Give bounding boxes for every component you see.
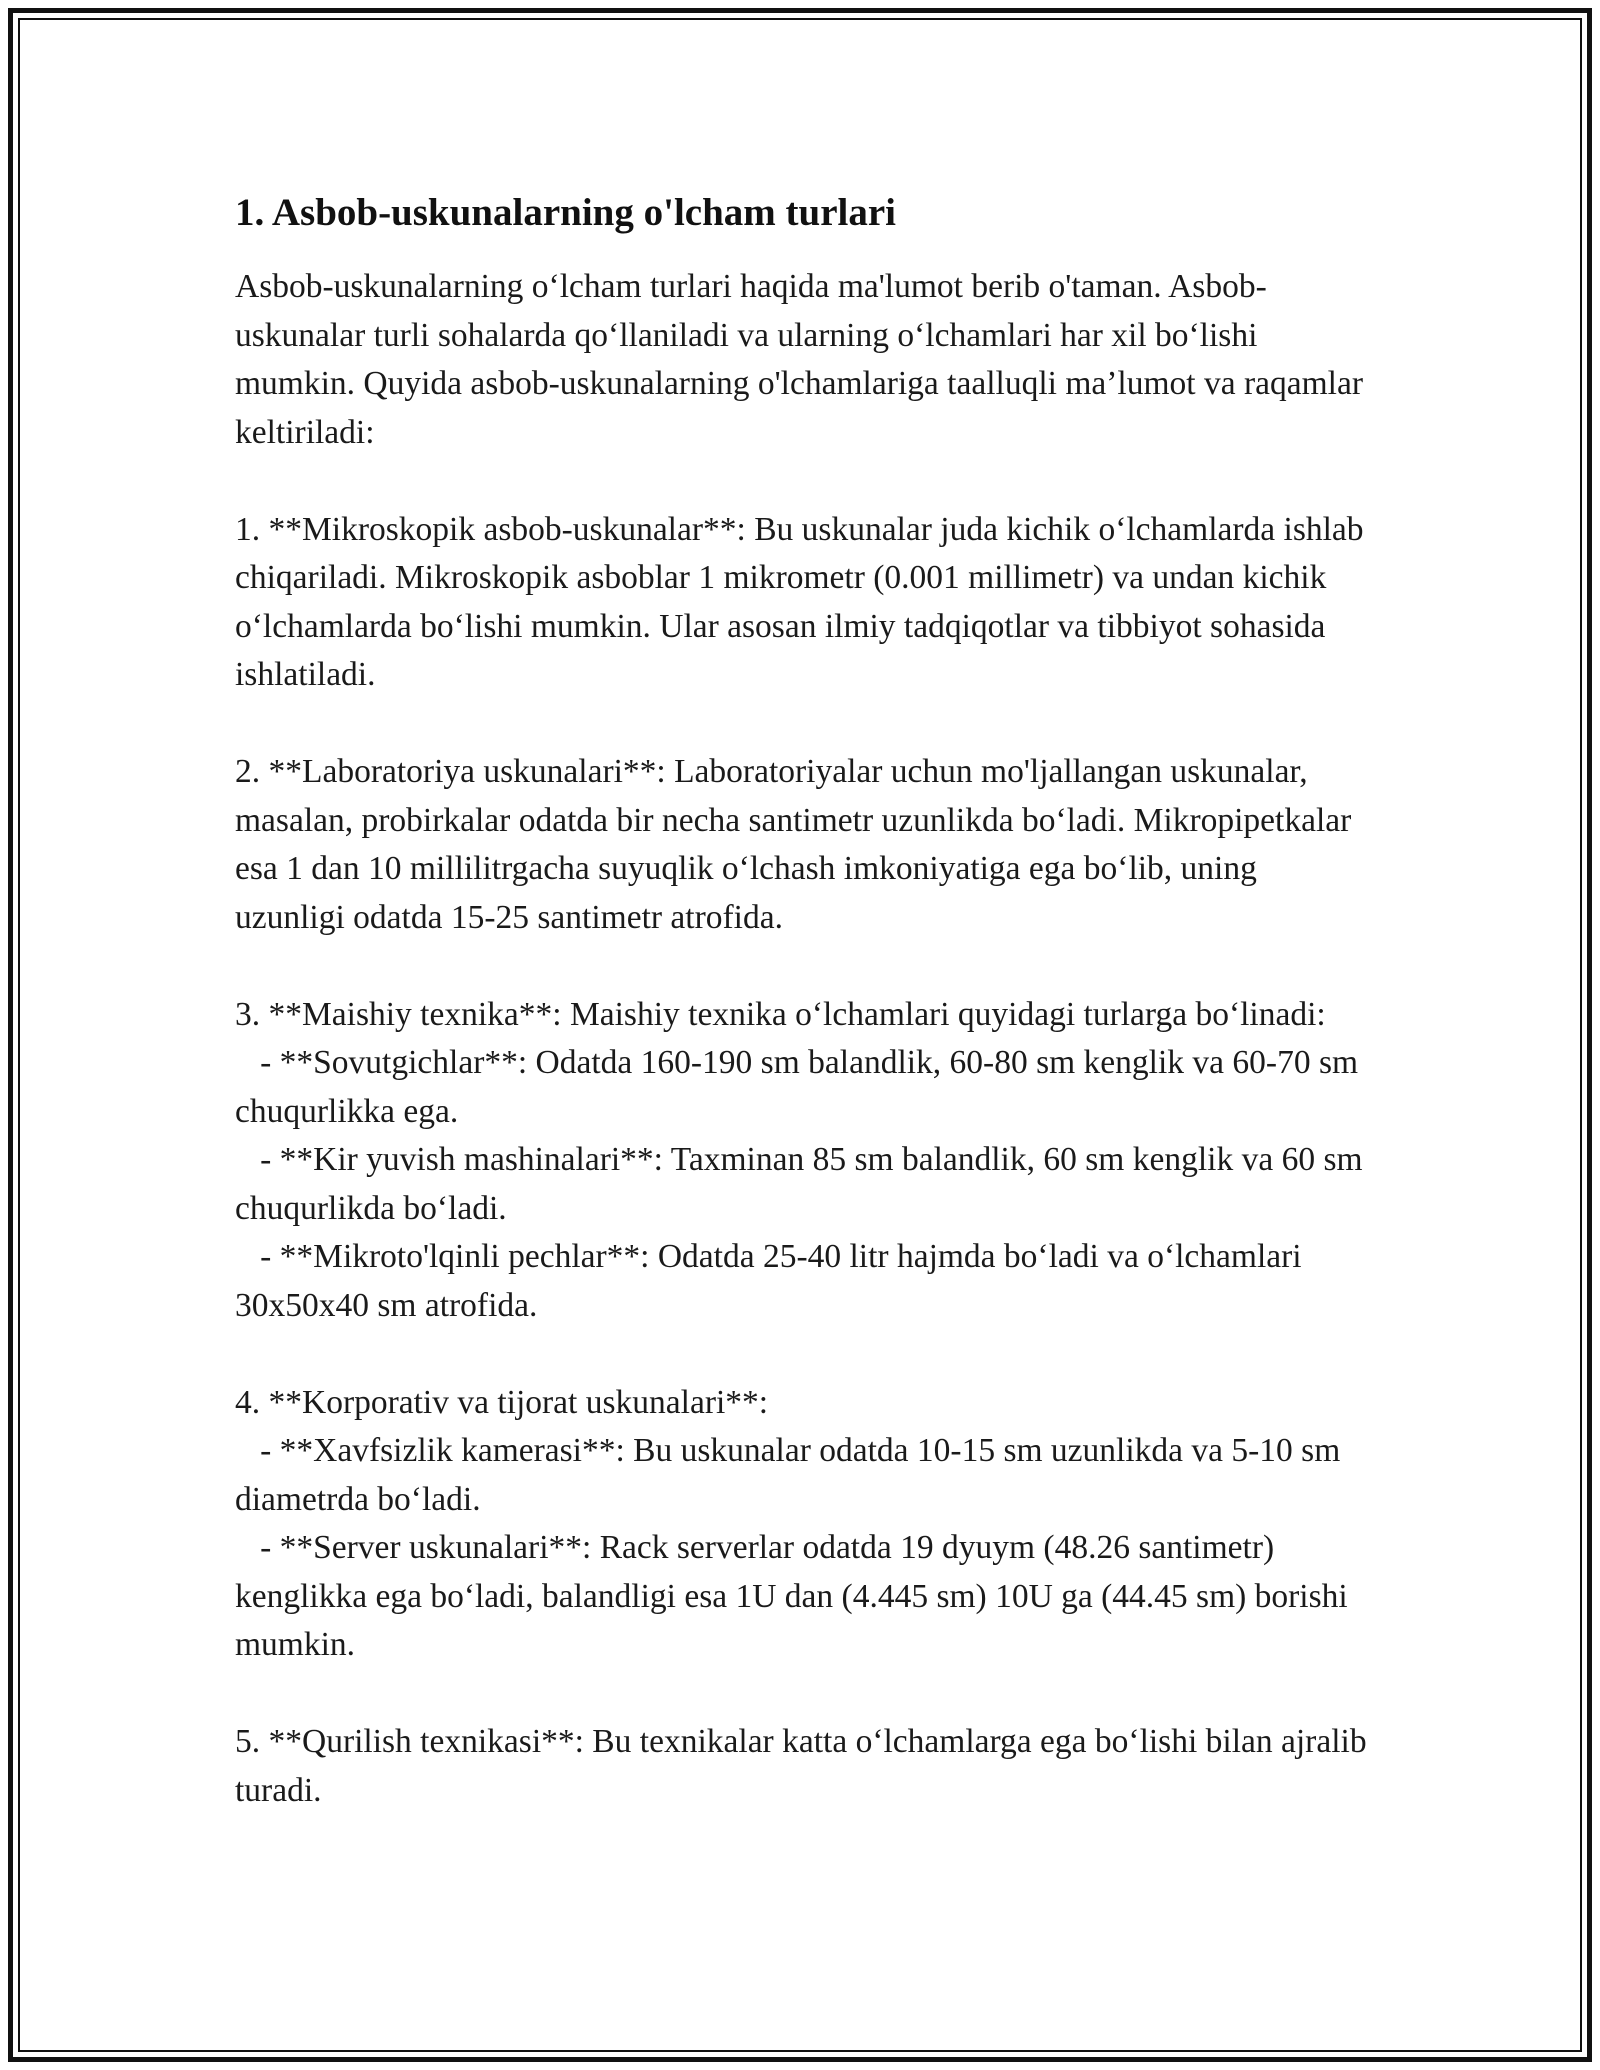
document-heading: 1. Asbob-uskunalarning o'lcham turlari <box>235 191 896 234</box>
list-item-microscopic: 1. **Mikroskopik asbob-uskunalar**: Bu uskunalar juda kichik o‘lchamlarda ishlab chiqariladi. Mikroskopik asboblar 1 mikrometr (0.001 millimetr) va undan kichik o‘lchamlarda bo‘lishi mumkin. Ular asosan ilmiy tadqiqotlar va tibbiyot sohasida ishlatiladi. <box>235 510 1372 693</box>
paragraph-gap <box>235 942 1370 991</box>
paragraph-gap <box>235 457 1370 506</box>
list-item-household: 3. **Maishiy texnika**: Maishiy texnika o‘lchamlari quyidagi turlarga bo‘linadi: - **Sovutgichlar**: Odatda 160-190 sm balandlik, 60-80 sm kenglik va 60-70 sm chuqurlikka ega. - **Kir yuvish mashinalari**: Taxminan 85 sm balandlik, 60 sm kenglik va 60 sm chuqurlikda bo‘ladi. - **Mikroto'lqinli pechlar**: Odatda 25-40 litr hajmda bo‘ladi va o‘lchamlari 30x50x40 sm atrofida. <box>235 995 1363 1324</box>
paragraph-gap <box>235 1670 1370 1719</box>
paragraph-gap <box>235 700 1370 749</box>
intro-paragraph: Asbob-uskunalarning o‘lcham turlari haqida ma'lumot berib o'taman. Asbob-uskunalar turli sohalarda qo‘llaniladi va ularning o‘lchamlari har xil bo‘lishi mumkin. Quyida asbob-uskunalarning o'lchamlariga taalluqli ma’lumot va raqamlar keltiriladi: <box>235 268 1372 451</box>
document-body <box>235 185 1375 1815</box>
paragraph-gap <box>235 1330 1370 1379</box>
list-item-construction: 5. **Qurilish texnikasi**: Bu texnikalar katta o‘lchamlarga ega bo‘lishi bilan ajralib turadi. <box>235 1723 1375 1809</box>
list-item-laboratory: 2. **Laboratoriya uskunalari**: Laboratoriyalar uchun mo'ljallangan uskunalar, masalan, probirkalar odatda bir necha santimetr uzunlikda bo‘ladi. Mikropipetkalar esa 1 dan 10 millilitrgacha suyuqlik o‘lchash imkoniyatiga ega bo‘lib, uning uzunligi odatda 15-25 santimetr atrofida. <box>235 753 1360 936</box>
list-item-corporate: 4. **Korporativ va tijorat uskunalari**: - **Xavfsizlik kamerasi**: Bu uskunalar odatda 10-15 sm uzunlikda va 5-10 sm diametrda bo‘ladi. - **Server uskunalari**: Rack serverlar odatda 19 dyuym (48.26 santimetr) kenglikka ega bo‘ladi, balandligi esa 1U dan (4.445 sm) 10U ga (44.45 sm) borishi mumkin. <box>235 1383 1348 1663</box>
